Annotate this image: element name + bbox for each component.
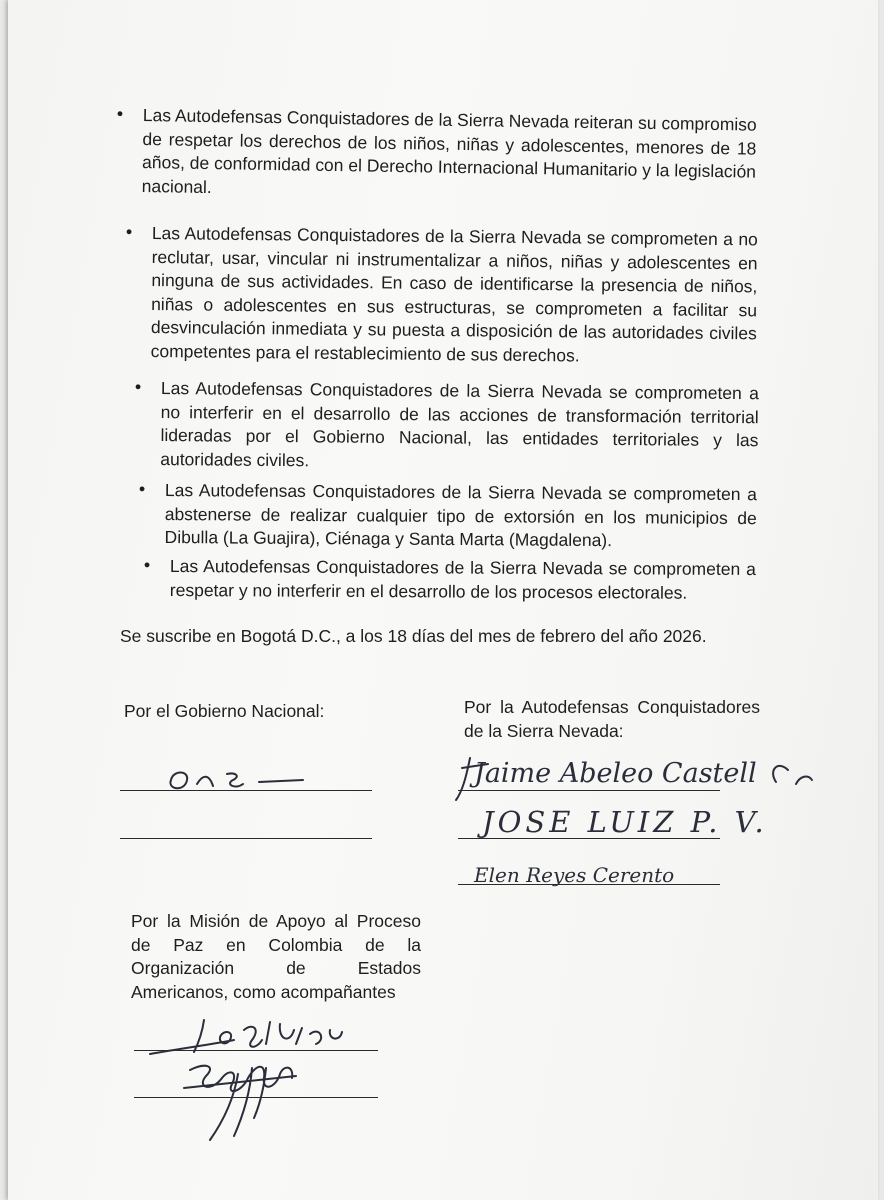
bullet-dot: • <box>138 478 146 499</box>
signature-line <box>120 838 372 839</box>
bullet-item <box>125 221 758 369</box>
auc-signature-2 <box>470 798 768 844</box>
svg-text:Elen Reyes Cerento: Elen Reyes Cerento <box>474 863 675 887</box>
svg-text:JOSE LUIZ P. V.: JOSE LUIZ P. V. <box>482 805 768 839</box>
bullet-dot: • <box>125 221 133 242</box>
oas-signature-2 <box>176 1048 316 1144</box>
oas-signatory-label: Por la Misión de Apoyo al Proceso de Paz en Colombia de la Organización de Estados Americanos, como acompañantes <box>131 911 421 1002</box>
closing-statement: Se suscribe en Bogotá D.C., a los 18 días del mes de febrero del año 2026. <box>120 626 707 646</box>
bullet-text: Las Autodefensas Conquistadores de la Sierra Nevada se comprometen a no reclutar, usar, vincular ni instrumentalizar a niños, niñas y adolescentes en ninguna de sus actividades. En caso de identificarse la presencia de niños, niñas o adolescentes en sus estructuras, se comprometen a facilitar su desvinculación inmediata y su puesta a disposición de las autoridades civiles competentes para el restablecimiento de sus derechos. <box>150 222 758 365</box>
bullet-text: Las Autodefensas Conquistadores de la Sierra Nevada reiteran su compromiso de respetar los derechos de los niños, niñas y adolescentes, menores de 18 años, de conformidad con el Derecho Internacional Humanitario y la legislación nacional. <box>141 104 757 197</box>
bullet-text: Las Autodefensas Conquistadores de la Sierra Nevada se comprometen a respetar y no interferir en el desarrollo de los procesos electorales. <box>169 556 756 603</box>
bullet-dot: • <box>116 103 124 124</box>
government-signatory-label: Por el Gobierno Nacional: <box>124 701 325 721</box>
document-page <box>8 0 878 1200</box>
bullet-text: Las Autodefensas Conquistadores de la Sierra Nevada se comprometen a no interferir en el desarrollo de las acciones de transformación territorial lideradas por el Gobierno Nacional, las entidades territoriales y las autoridades civiles. <box>160 377 759 470</box>
government-signature <box>163 760 313 794</box>
bullet-item <box>116 103 757 208</box>
bullet-item <box>134 376 759 476</box>
auc-signatory-label: Por la Autodefensas Conquistadores de la Sierra Nevada: <box>464 697 760 741</box>
bullet-text: Las Autodefensas Conquistadores de la Sierra Nevada se comprometen a abstenerse de realizar cualquier tipo de extorsión en los municipios de Dibulla (La Guajira), Ciénaga y Santa Marta (Magdalena). <box>164 479 757 551</box>
bullet-dot: • <box>143 554 151 575</box>
bullet-item <box>138 478 757 554</box>
svg-text:Jaime Abeleo Castell: Jaime Abeleo Castell <box>474 758 757 789</box>
auc-signature-3 <box>466 852 675 892</box>
bullet-dot: • <box>134 376 142 397</box>
bullet-item <box>143 554 756 605</box>
